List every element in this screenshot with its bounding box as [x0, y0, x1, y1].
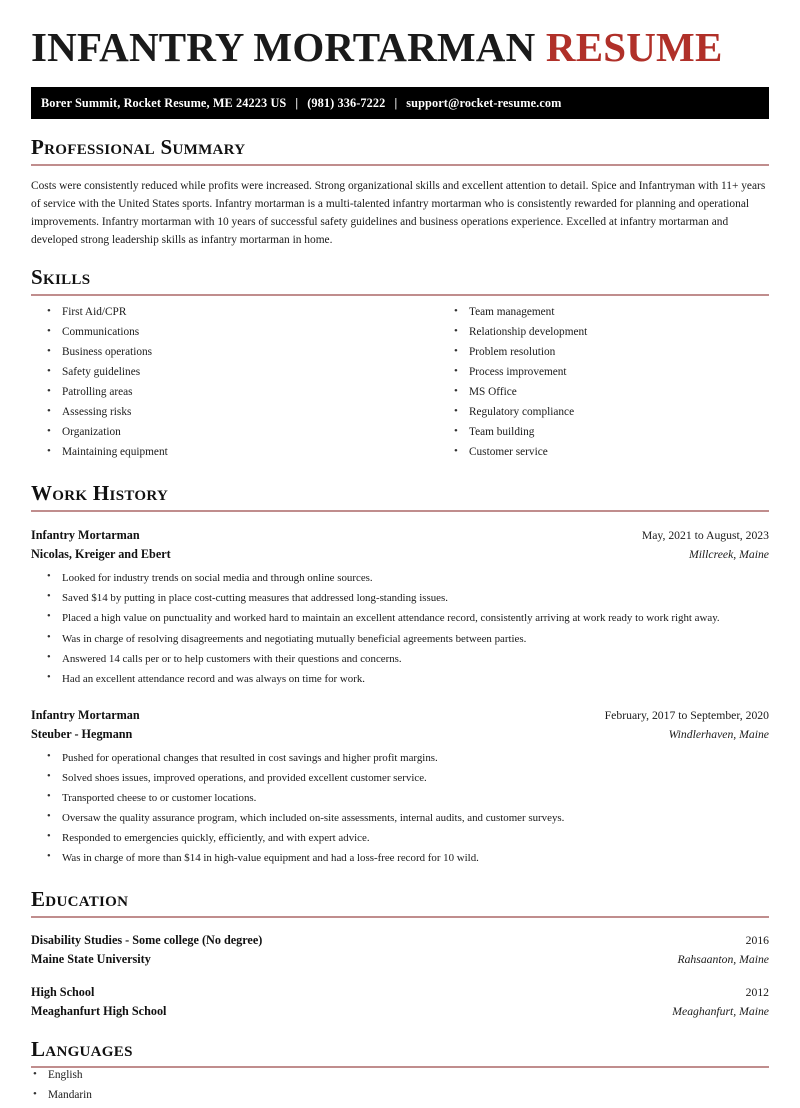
job-bullet-list	[31, 571, 769, 691]
work-entry	[31, 526, 769, 692]
list-item: • Answered 14 calls per or to help customers with their questions and concerns.	[45, 652, 769, 672]
work-entry-title-row	[31, 526, 769, 545]
list-item: • Solved shoes issues, improved operations, and provided excellent customer service.	[45, 771, 769, 791]
job-location: Windlerhaven, Maine	[668, 727, 769, 741]
list-item: • Business operations	[45, 345, 400, 365]
education-degree-row	[31, 983, 769, 1002]
section-divider-work-history	[31, 510, 769, 512]
contact-bar	[31, 87, 769, 119]
summary-text: Costs were consistently reduced while profits were increased. Strong organizational skills and excellent attention to detail. Spice and Infantryman with 11+ years of service with the United States sports. Infantry mortarman is a multi-talented infantry mortarman who is consistently rewarded for planning and operational improvements. Infantry mortarman with 10 years of successful safety guidelines and business operations experience. Excelled at infantry mortarman and developed strong leadership skills as infantry mortarman in home.	[31, 180, 766, 247]
section-heading-summary: Professional Summary	[31, 135, 246, 160]
list-item: • Communications	[45, 325, 400, 345]
section-divider-education	[31, 916, 769, 918]
section-heading-languages: Languages	[31, 1036, 133, 1061]
list-item: • Assessing risks	[45, 405, 400, 425]
job-title: Infantry Mortarman	[31, 528, 140, 543]
education-degree: Disability Studies - Some college (No degree)	[31, 933, 263, 948]
list-item: • Customer service	[452, 445, 769, 465]
work-entry-company-row	[31, 545, 769, 564]
section-languages	[31, 1038, 769, 1108]
list-item: • Team building	[452, 425, 769, 445]
job-dates: May, 2021 to August, 2023	[641, 529, 769, 543]
list-item: • Patrolling areas	[45, 385, 400, 405]
list-item: • Team management	[452, 305, 769, 325]
section-divider-summary	[31, 164, 769, 166]
list-item: • Safety guidelines	[45, 365, 400, 385]
list-item: • Maintaining equipment	[45, 445, 400, 465]
list-item: • Oversaw the quality assurance program, which included on-site assessments, internal audits, and customer surveys.	[45, 811, 769, 831]
list-item: • Process improvement	[452, 365, 769, 385]
list-item: • Relationship development	[452, 325, 769, 345]
education-school-row	[31, 950, 769, 969]
list-item: • Saved $14 by putting in place cost-cutting measures that addressed long-standing issues.	[45, 591, 769, 611]
section-professional-summary	[31, 136, 769, 249]
education-location: Meaghanfurt, Maine	[672, 1004, 769, 1018]
skills-column-right	[400, 305, 769, 465]
job-dates: February, 2017 to September, 2020	[604, 708, 769, 722]
contact-address: Borer Summit, Rocket Resume, ME 24223 US	[41, 95, 287, 110]
job-bullet-list	[31, 751, 769, 871]
section-heading-work-history: Work History	[31, 481, 169, 506]
contact-phone: (981) 336-7222	[307, 95, 386, 110]
languages-list	[31, 1068, 769, 1108]
section-education	[31, 888, 769, 1021]
education-degree-row	[31, 931, 769, 950]
contact-separator-1: |	[295, 95, 299, 110]
list-item: • Had an excellent attendance record and was always on time for work.	[45, 672, 769, 692]
section-skills	[31, 266, 769, 465]
education-school-row	[31, 1002, 769, 1021]
contact-email: support@rocket-resume.com	[406, 95, 562, 110]
job-company: Nicolas, Kreiger and Ebert	[31, 547, 171, 562]
work-entry-title-row	[31, 706, 769, 725]
list-item: • MS Office	[452, 385, 769, 405]
list-item: • Problem resolution	[452, 345, 769, 365]
skills-list-left	[45, 305, 400, 465]
skills-columns	[31, 305, 769, 465]
resume-title-main: INFANTRY MORTARMAN	[31, 24, 546, 70]
list-item: • Regulatory compliance	[452, 405, 769, 425]
job-company: Steuber - Hegmann	[31, 726, 133, 741]
list-item: • Transported cheese to or customer locations.	[45, 791, 769, 811]
education-location: Rahsaanton, Maine	[677, 953, 769, 967]
work-entry-company-row	[31, 725, 769, 744]
list-item: • Placed a high value on punctuality and worked hard to maintain an excellent attendance record, consistently arriving at work ready to work right away.	[45, 611, 769, 631]
education-degree: High School	[31, 984, 95, 999]
list-item: • First Aid/CPR	[45, 305, 400, 325]
education-entry	[31, 931, 769, 969]
section-heading-skills: Skills	[31, 265, 91, 290]
job-location: Millcreek, Maine	[688, 548, 769, 562]
work-entry	[31, 706, 769, 872]
section-work-history	[31, 482, 769, 871]
education-entry	[31, 983, 769, 1021]
skills-list-right	[452, 305, 769, 465]
list-item: • Was in charge of resolving disagreements and negotiating mutually beneficial agreements between parties.	[45, 632, 769, 652]
list-item: • Mandarin	[31, 1088, 769, 1108]
education-school: Maine State University	[31, 952, 151, 967]
list-item: • Looked for industry trends on social media and through online sources.	[45, 571, 769, 591]
resume-title-accent: RESUME	[545, 24, 723, 70]
job-title: Infantry Mortarman	[31, 707, 140, 722]
section-heading-education: Education	[31, 887, 129, 912]
section-divider-skills	[31, 294, 769, 296]
education-year: 2012	[745, 985, 769, 999]
skills-column-left	[31, 305, 400, 465]
list-item: • Organization	[45, 425, 400, 445]
education-year: 2016	[745, 934, 769, 948]
education-school: Meaghanfurt High School	[31, 1003, 167, 1018]
list-item: • English	[31, 1068, 769, 1088]
contact-separator-2: |	[394, 95, 398, 110]
list-item: • Pushed for operational changes that resulted in cost savings and higher profit margins.	[45, 751, 769, 771]
list-item: • Responded to emergencies quickly, efficiently, and with expert advice.	[45, 831, 769, 851]
resume-title	[31, 0, 769, 71]
list-item: • Was in charge of more than $14 in high-value equipment and had a loss-free record for 10 wild.	[45, 851, 769, 871]
